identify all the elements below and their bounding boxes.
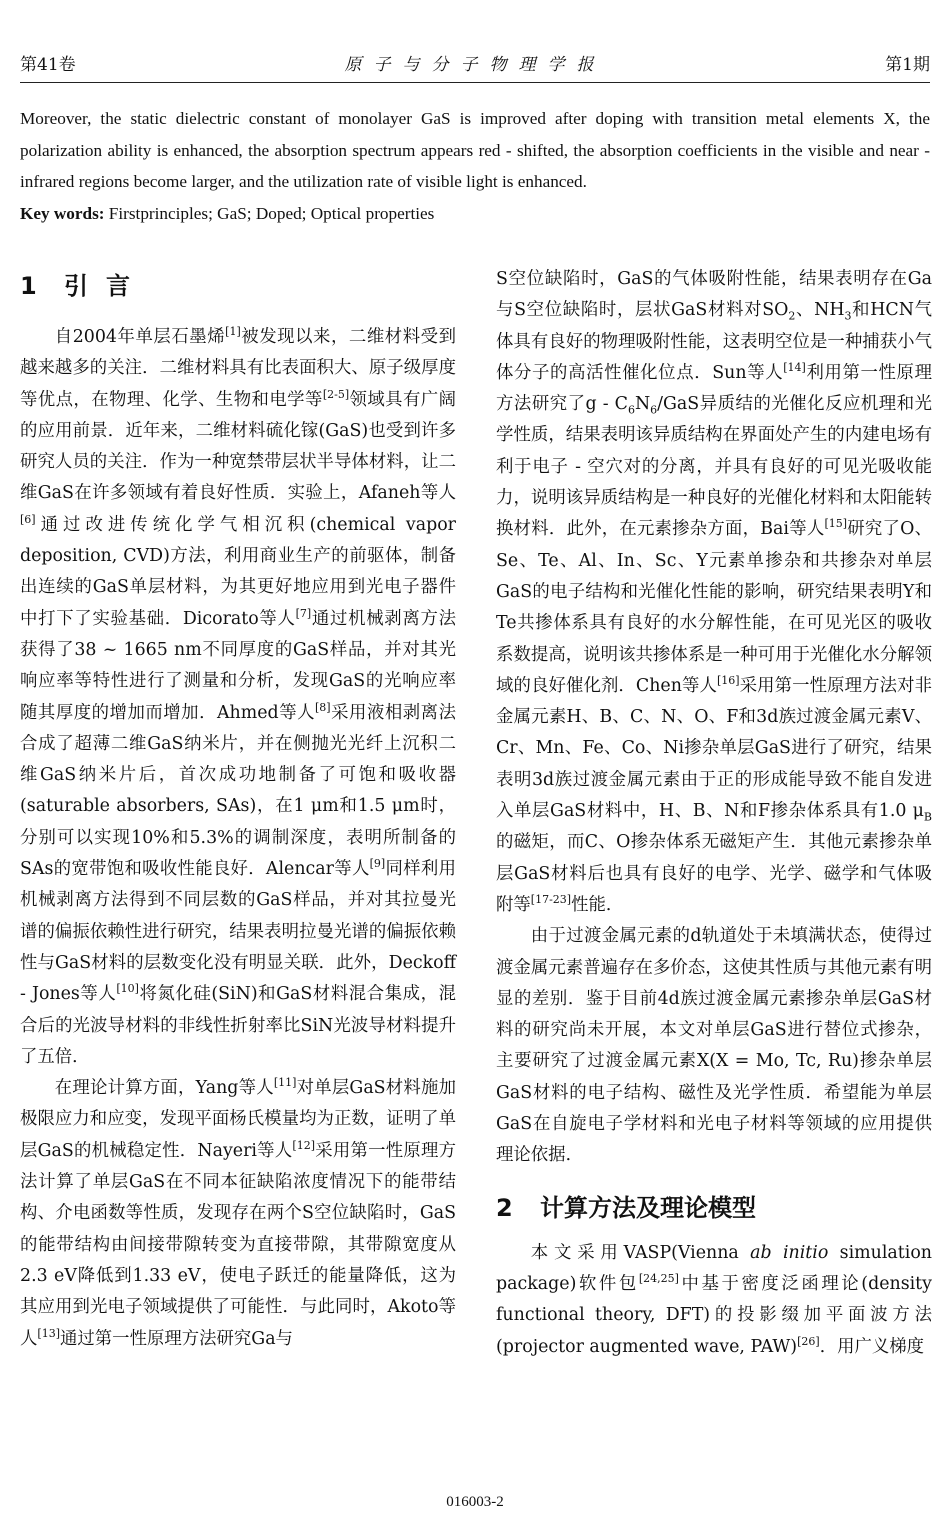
running-header <box>20 54 930 76</box>
text-run: 通过改进传统化学气相沉积(chemical vapor deposition, CVD)方法，利用商业生产的前驱体，制备出连续的GaS单层材料，为其更好地应用到光电子器件中打下了实验基础．Dicorato等人 <box>20 514 456 629</box>
text-run: 同样利用机械剥离方法得到不同层数的GaS样品，并对其拉曼光谱的偏振依赖性进行研究，结果表明拉曼光谱的偏振依赖性与GaS材料的层数变化没有明显关联．此外，Deckoff - Jones等人 <box>20 859 456 1005</box>
citation: [2-5] <box>322 387 350 401</box>
keywords-text: Firstprinciples; GaS; Doped; Optical properties <box>104 203 435 223</box>
method-paragraph-1 <box>496 1238 932 1363</box>
citation: [16] <box>717 674 740 688</box>
subscript: 2 <box>788 309 796 323</box>
citation: [9] <box>369 857 386 871</box>
text-run: N <box>634 394 651 415</box>
section-2-title: 计算方法及理论模型 <box>540 1193 756 1222</box>
issue-label: 第1期 <box>885 55 930 75</box>
abstract-text: Moreover, the static dielectric constant of monolayer GaS is improved after doping with transition metal elements X, the polarization ability is enhanced, the absorption spectrum appears red - shifted, the absorption coefficients in the visible and near - infrared regions become larger, and the utilization rate of visible light is enhanced. <box>20 109 930 191</box>
left-column <box>20 262 456 1355</box>
abstract-block <box>20 103 930 229</box>
section-2-number: 2 <box>496 1193 513 1222</box>
keywords-line <box>20 198 930 230</box>
subscript: 3 <box>844 309 852 323</box>
text-run: 采用液相剥离法合成了超薄二维GaS纳米片，并在侧抛光光纤上沉积二维GaS纳米片后，首次成功地制备了可饱和吸收器(saturable absorbers, SAs)，在1 μm和1.5 μm时，分别可以实现10%和5.3%的调制深度，表明所制备的SAs的宽带饱和吸收性能良好．Alencar等人 <box>20 702 456 880</box>
italic-text: ab initio <box>750 1242 829 1263</box>
text-run: 将氮化硅(SiN)和GaS材料混合集成，混合后的光波导材料的非线性折射率比SiN光波导材料提升了五倍． <box>20 984 456 1067</box>
section-1-number: 1 <box>20 272 37 300</box>
intro-paragraph-2-continued <box>496 264 932 921</box>
citation: [24,25] <box>638 1272 679 1286</box>
citation: [12] <box>292 1138 316 1152</box>
text-run: ．用广义梯度 <box>819 1336 925 1357</box>
citation: [13] <box>37 1326 60 1340</box>
volume-label: 第41卷 <box>20 55 76 75</box>
citation: [26] <box>797 1334 820 1348</box>
text-run: 的磁矩，而C、O掺杂体系无磁矩产生．其他元素掺杂单层GaS材料后也具有良好的电学、光学、磁学和气体吸附等 <box>496 832 932 915</box>
page-number: 016003-2 <box>446 1494 504 1510</box>
text-run: 本文采用VASP(Vienna <box>530 1242 751 1263</box>
citation: [11] <box>273 1076 297 1090</box>
text-run: 性能． <box>571 894 624 915</box>
subscript: B <box>923 810 932 824</box>
text-run: 采用第一性原理方法计算了单层GaS在不同本征缺陷浓度情况下的能带结构、介电函数等性质，发现存在两个S空位缺陷时，GaS的能带结构由间接带隙转变为直接带隙，其带隙宽度从2.3 eV降低到1.33 eV，使电子跃迁的能量降低，这为其应用到光电子领域提供了可能性．与此同时，Akoto等人 <box>20 1140 456 1349</box>
citation: [8] <box>315 700 331 714</box>
journal-title: 原子与分子物理学报 <box>344 55 606 75</box>
section-2-heading <box>496 1192 932 1224</box>
text-run: 领域具有广阔的应用前景．近年来，二维材料硫化镓(GaS)也受到许多研究人员的关注．作为一种宽禁带层状半导体材料，让二维GaS在许多领域有着良好性质．实验上，Afaneh等人 <box>20 389 456 504</box>
text-run: 被发现以来，二维材料受到越来越多的关注．二维材料具有比表面积大、原子级厚度等优点，在物理、化学、生物和电学等 <box>20 327 456 410</box>
right-column <box>496 264 932 1363</box>
citation: [6] <box>20 512 36 526</box>
text-run: S空位缺陷时，GaS的气体吸附性能，结果表明存在Ga与S空位缺陷时，层状GaS材料对SO <box>496 269 932 321</box>
section-1-title: 引言 <box>64 272 148 300</box>
text-run: 通过第一性原理方法研究Ga与 <box>60 1328 293 1349</box>
text-run: /GaS异质结的光催化反应机理和光学性质，结果表明该异质结构在界面处产生的内建电场有利于电子 - 空穴对的分离，并具有良好的可见光吸收能力，说明该异质结构是一种良好的光催化材料和太阳能转换材料．此外，在元素掺杂方面，Bai等人 <box>496 394 932 540</box>
intro-paragraph-1 <box>20 322 456 1073</box>
text-run: 利用第一性原理方法研究了g - C <box>496 362 932 415</box>
citation: [7] <box>295 606 312 620</box>
subscript: 6 <box>650 403 658 417</box>
keywords-label: Key words: <box>20 203 105 223</box>
intro-paragraph-3: 由于过渡金属元素的d轨道处于未填满状态，使得过渡金属元素普遍存在多价态，这使其性质与其他元素有明显的差别．鉴于目前4d族过渡金属元素掺杂单层GaS材料的研究尚未开展，本文对单层GaS进行替位式掺杂，主要研究了过渡金属元素X(X = Mo, Tc, Ru)掺杂单层GaS材料的电子结构、磁性及光学性质．希望能为单层GaS在自旋电子学材料和光电子材料等领域的应用提供理论依据． <box>496 926 932 1166</box>
text-run: 自2004年单层石墨烯 <box>54 327 226 347</box>
text-run: 中基于密度泛函理论(density functional theory, DFT)的投影缀加平面波方法(projector augmented wave, PAW) <box>496 1273 932 1357</box>
section-1-heading <box>20 270 456 302</box>
text-run: 和HCN气体具有良好的物理吸附性能，这表明空位是一种捕获小气体分子的高活性催化位点．Sun等人 <box>496 300 932 383</box>
citation: [10] <box>116 982 139 996</box>
text-run: 研究了O、Se、Te、Al、In、Sc、Y元素单掺杂和共掺杂对单层GaS的电子结构和光催化性能的影响，研究结果表明Y和Te共掺体系具有良好的水分解性能，在可见光区的吸收系数提高，说明该共掺体系是一种可用于光催化水分解领域的良好催化剂．Chen等人 <box>496 519 932 696</box>
header-rule <box>20 82 930 83</box>
intro-paragraph-2 <box>20 1073 456 1355</box>
text-run: 通过机械剥离方法获得了38 ~ 1665 nm不同厚度的GaS样品，并对其光响应率等特性进行了测量和分析，发现GaS的光响应率随其厚度的增加而增加．Ahmed等人 <box>20 608 456 723</box>
citation: [1] <box>225 325 241 339</box>
subscript: 6 <box>627 403 635 417</box>
text-run: 对单层GaS材料施加极限应力和应变，发现平面杨氏模量均为正数，证明了单层GaS的机械稳定性．Nayeri等人 <box>20 1078 456 1161</box>
citation: [15] <box>824 517 848 531</box>
citation: [17-23] <box>530 893 572 907</box>
text-run: 采用第一性原理方法对非金属元素H、B、C、N、O、F和3d族过渡金属元素V、Cr、Mn、Fe、Co、Ni掺杂单层GaS进行了研究，结果表明3d族过渡金属元素由于正的形成能导致不能自发进入单层GaS材料中，H、B、N和F掺杂体系具有1.0 μ <box>496 675 932 822</box>
citation: [14] <box>783 361 806 375</box>
text-run: 在理论计算方面，Yang等人 <box>54 1078 274 1099</box>
text-run: 、NH <box>795 300 845 321</box>
text-run: simulation package)软件包 <box>496 1242 932 1294</box>
